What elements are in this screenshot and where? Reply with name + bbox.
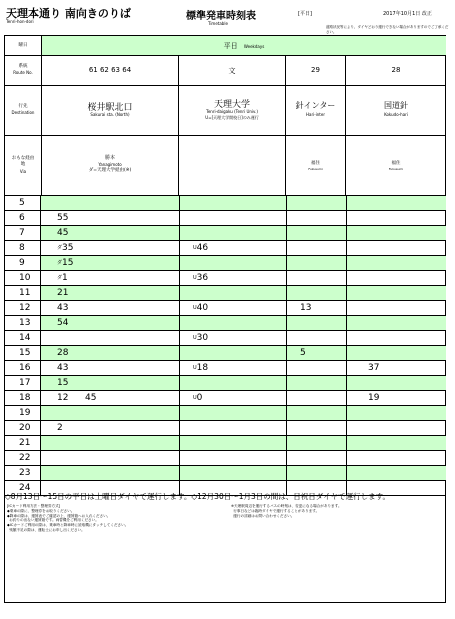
minute-value: 40 — [196, 303, 209, 313]
dest-cell-2 — [179, 86, 286, 136]
stop-name: 天理本通り 南向きのりば — [6, 7, 131, 20]
minute-value: 0 — [196, 393, 203, 403]
route-variant-mark: U — [193, 275, 197, 281]
hour-cell: 13 — [5, 316, 41, 331]
via-row-label: おもな経由地 — [11, 156, 35, 167]
dest-row-label: 行先 — [18, 104, 28, 109]
departure-minute — [57, 391, 68, 406]
route-cell-3 — [286, 56, 346, 86]
dest-cell-1 — [42, 86, 179, 136]
route-number-2: 文 — [228, 67, 236, 75]
minute-value: 45 — [85, 393, 97, 403]
hour-cell: 12 — [5, 301, 41, 316]
column-divider — [286, 196, 287, 496]
minute-value: 12 — [57, 393, 69, 403]
table-row — [41, 406, 446, 421]
dest-note-2: U=[天理大学開校日]のみ運行 — [205, 115, 259, 120]
route-variant-mark: U — [193, 305, 197, 311]
table-row — [41, 256, 446, 271]
via-name-4: 福住 — [391, 161, 401, 166]
table-row — [41, 331, 446, 346]
table-row — [41, 226, 446, 241]
minute-value: 15 — [57, 378, 69, 388]
route-row-label-cell — [5, 56, 42, 86]
holiday-remark: ◇8月13日～15日の平日は土曜日ダイヤで運行します。◇12月30日～1月3日の間は、日祝日ダイヤで運行します。 — [5, 492, 391, 501]
day-type-label: [平日] — [298, 11, 312, 17]
minute-value: 18 — [196, 363, 209, 373]
minute-value: 19 — [368, 393, 380, 403]
table-row — [41, 241, 446, 256]
table-row — [41, 376, 446, 391]
dest-cell-4 — [346, 86, 446, 136]
minute-value: 28 — [57, 348, 69, 358]
route-variant-mark: ダ — [57, 245, 63, 251]
route-cell-1 — [42, 56, 179, 86]
minute-value: 55 — [57, 213, 69, 223]
notes-box — [4, 503, 446, 603]
route-variant-mark: U — [193, 335, 197, 341]
departure-minute — [57, 286, 68, 301]
departure-minute — [193, 271, 208, 286]
minute-value: 35 — [62, 243, 74, 253]
dest-name-4: 国道針 — [384, 101, 408, 110]
page-title: 標準発車時刻表 — [186, 11, 256, 22]
day-row-label: 曜日 — [18, 43, 28, 48]
departure-minute — [57, 211, 68, 226]
route-number-4: 28 — [391, 66, 401, 74]
departure-minute — [57, 421, 63, 436]
table-row — [41, 211, 446, 226]
hour-cell: 15 — [5, 346, 41, 361]
route-row-label-en: Route No. — [13, 70, 33, 75]
departure-minute — [193, 301, 208, 316]
minute-value: 43 — [57, 303, 69, 313]
dest-name-en-4: Kokudo-hari — [384, 112, 408, 117]
dest-name-en-2: Tenri-daigaku (Tenri Univ.) — [206, 109, 258, 114]
table-row — [41, 301, 446, 316]
hour-cell: 20 — [5, 421, 41, 436]
via-note-1: ダ=天理大学経由(※) — [88, 168, 132, 173]
departure-minute — [85, 391, 96, 406]
minute-value: 36 — [196, 273, 209, 283]
table-row — [41, 451, 446, 466]
hour-cell: 5 — [5, 196, 41, 211]
via-row-label-en: Via — [19, 169, 27, 174]
table-row — [41, 286, 446, 301]
via-cell-4 — [346, 136, 446, 196]
departure-minute — [300, 346, 306, 361]
hour-cell: 23 — [5, 466, 41, 481]
departure-minute — [193, 331, 208, 346]
table-row — [41, 196, 446, 211]
dest-name-2: 天理大学 — [213, 100, 250, 110]
departure-minute — [193, 241, 208, 256]
hour-cell: 16 — [5, 361, 41, 376]
via-cell-3 — [286, 136, 346, 196]
route-cell-2 — [179, 56, 286, 86]
schedule-grid — [5, 196, 446, 496]
departure-minute — [193, 391, 202, 406]
minute-value: 13 — [300, 303, 312, 313]
table-row — [41, 316, 446, 331]
hour-cell: 7 — [5, 226, 41, 241]
via-cell-1 — [42, 136, 179, 196]
departure-minute — [300, 301, 311, 316]
route-variant-mark: U — [193, 365, 197, 371]
hour-cell: 8 — [5, 241, 41, 256]
minute-value: 2 — [57, 423, 63, 433]
minute-value: 54 — [57, 318, 69, 328]
table-row — [41, 436, 446, 451]
dest-name-1: 桜井駅北口 — [87, 103, 133, 113]
minute-value: 1 — [62, 273, 68, 283]
via-name-1: 勝本 — [104, 155, 115, 161]
revision-date: 2017年10月1日 改正 — [383, 11, 432, 17]
route-cell-4 — [346, 56, 446, 86]
via-name-en-1: Yanagimoto — [98, 162, 122, 167]
minute-value: 30 — [196, 333, 209, 343]
route-variant-mark: ダ — [57, 275, 63, 281]
departure-minute — [368, 391, 379, 406]
via-name-en-4: Fukusumi — [388, 167, 404, 171]
page-title-en: Timetable — [208, 21, 228, 26]
minute-value: 46 — [196, 243, 209, 253]
departure-minute — [193, 361, 208, 376]
via-cell-2 — [179, 136, 286, 196]
via-name-en-3: Fukusumi — [308, 167, 323, 171]
table-row — [41, 466, 446, 481]
dest-name-3: 針インター — [295, 101, 336, 110]
table-row — [41, 361, 446, 376]
hour-cell: 19 — [5, 406, 41, 421]
departure-minute — [57, 241, 73, 256]
column-divider — [179, 196, 180, 496]
hour-cell: 18 — [5, 391, 41, 406]
stop-romaji: Tenri-hon-dori — [6, 19, 34, 24]
via-row-label-cell — [5, 136, 42, 196]
day-value-cell — [42, 36, 446, 56]
hour-cell: 14 — [5, 331, 41, 346]
hour-cell: 9 — [5, 256, 41, 271]
departure-minute — [57, 226, 68, 241]
hour-cell: 17 — [5, 376, 41, 391]
departure-minute — [57, 376, 68, 391]
hour-cell: 24 — [5, 481, 41, 496]
departure-minute — [368, 361, 379, 376]
table-row — [41, 346, 446, 361]
notes-right: ※天理駅周辺を運行するバスの時刻は、変更になる場合があります。 行事日などは臨時ダイヤで運行することがあります。 運行の詳細はお問い合わせください。 — [231, 504, 342, 518]
table-row — [41, 271, 446, 286]
hour-cell: 6 — [5, 211, 41, 226]
minute-value: 45 — [57, 228, 69, 238]
table-row — [41, 391, 446, 406]
via-name-3: 福住 — [311, 161, 320, 166]
dest-name-en-3: Hari-inter — [306, 112, 325, 117]
minute-value: 21 — [57, 288, 69, 298]
dest-row-label-cell — [5, 86, 42, 136]
departure-minute — [57, 361, 68, 376]
delay-notice: 道路状況等により、ダイヤどおり運行できない場合がありますのでご了承ください。 — [326, 25, 449, 34]
hour-cell: 10 — [5, 271, 41, 286]
hour-cell: 21 — [5, 436, 41, 451]
route-number-1: 61 62 63 64 — [88, 66, 132, 74]
day-value-en: Weekdays — [243, 44, 265, 49]
route-variant-mark: ダ — [57, 260, 63, 266]
departure-minute — [57, 346, 68, 361]
day-value: 平日 — [223, 42, 238, 50]
route-variant-mark: U — [193, 245, 197, 251]
departure-minute — [57, 301, 68, 316]
dest-cell-3 — [286, 86, 346, 136]
dest-name-en-1: Sakurai sta. (North) — [90, 112, 130, 117]
departure-minute — [57, 256, 73, 271]
hour-cell: 11 — [5, 286, 41, 301]
table-row — [41, 421, 446, 436]
minute-value: 5 — [300, 348, 306, 358]
column-divider — [346, 196, 347, 496]
dest-row-label-en: Destination — [11, 110, 35, 115]
route-number-3: 29 — [311, 66, 320, 74]
day-row-label-cell — [5, 36, 42, 56]
minute-value: 37 — [368, 363, 380, 373]
departure-minute — [57, 316, 68, 331]
notes-left: [ICカード利用方法・整理券方式] ◆乗車の際に、整理券をお取りください。 ◆降車の際は、運賃表でご確認の上、運賃箱へお入れください。 お釣りの出ない運賃箱です。両替機をご利用ください。 ◆ICカードご利用の際は、乗車時と降車時に読取機にタッチしてください。 残額不足の際は、運転士にお申し出ください。 — [7, 504, 129, 532]
route-row-label: 系統 — [18, 64, 28, 69]
minute-value: 43 — [57, 363, 69, 373]
departure-minute — [57, 271, 68, 286]
hour-cell: 22 — [5, 451, 41, 466]
minute-value: 15 — [62, 258, 74, 268]
route-variant-mark: U — [193, 395, 197, 401]
